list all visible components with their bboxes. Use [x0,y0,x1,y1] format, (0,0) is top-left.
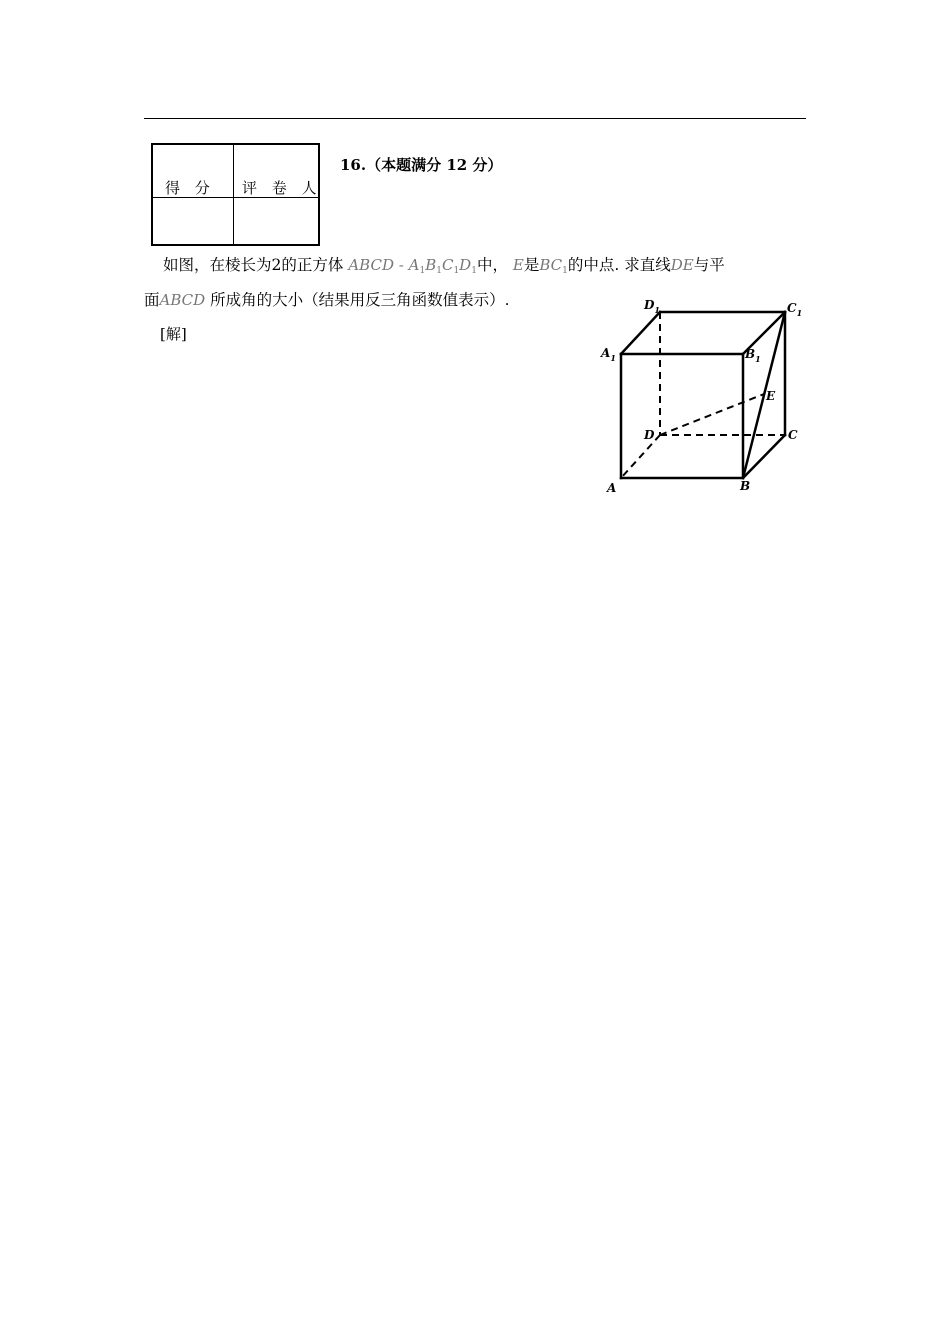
solution-label: [解] [160,325,187,343]
segment-bc1: $BC_1$ [539,256,568,276]
text-segment: 所成角的大小（结果用反三角函数值表示）. [210,291,510,309]
text-segment: 的正方体 [281,256,344,274]
text-segment: 的中点. 求直线 [567,256,671,274]
label-e: E [766,389,776,403]
segment-de-hidden [660,394,764,435]
label-b: B [740,479,751,493]
text-segment: 与平 [693,256,725,274]
cube-figure [596,294,810,498]
question-text-line-1 [163,254,725,282]
edge-length: 2 [271,256,282,274]
point-e: E [512,256,524,274]
question-title: 16.（本题满分 12 分） [340,156,503,174]
text-segment: 是 [523,256,540,274]
label-c: C [788,428,798,442]
cube-name: ABCD - $A_1B_1C_1D_1$ [348,256,477,276]
label-d1: $D_1$ [644,298,660,315]
label-a: A [607,481,617,495]
text-segment: 如图，在棱长为 [163,256,272,274]
text-segment: 面 [144,291,160,309]
edge-a1d1 [621,312,660,354]
line-de: DE [670,256,694,274]
plane-abcd: ABCD [159,291,206,309]
score-table [151,143,320,246]
label-c1: $C_1$ [787,301,803,318]
score-table-divider-vertical [233,145,234,244]
score-header: 得 分 [165,179,215,197]
label-d: D [644,428,655,442]
label-a1: $A_1$ [601,346,616,363]
label-b1: $B_1$ [745,347,761,364]
text-segment: 中， [476,256,508,274]
grader-header: 评 卷 人 [242,179,322,197]
header-rule [144,118,806,119]
question-text-line-2 [144,289,510,311]
